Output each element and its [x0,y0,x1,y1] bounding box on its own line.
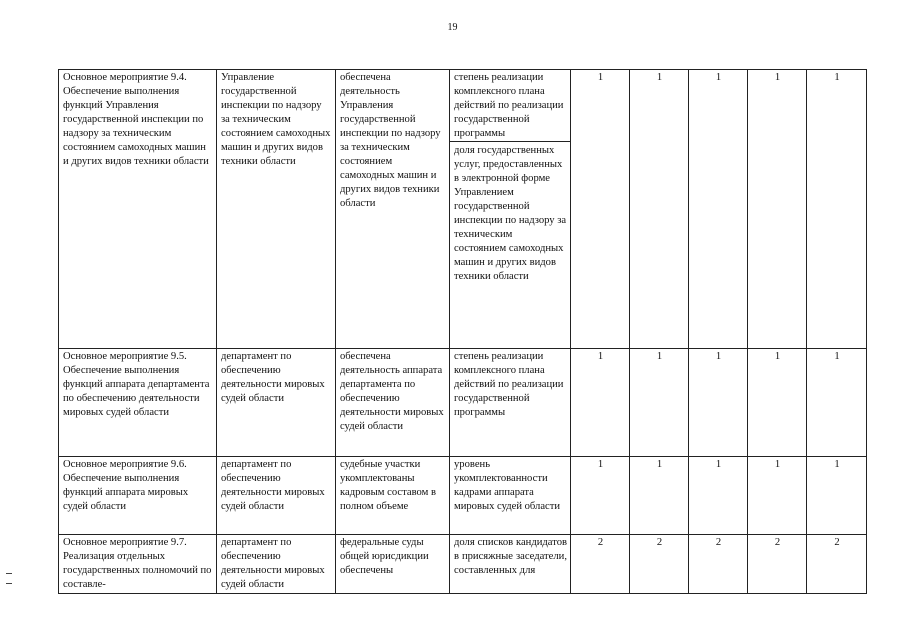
value-cell: 2 [748,535,807,594]
value-cell: 2 [689,535,748,594]
value-cell: 1 [689,349,748,457]
value-cell: 1 [571,457,630,535]
executor-cell: Управление государственной инспекции по надзору за техническим состоянием самоходных машин и других видов техники области [217,70,336,349]
indicator-text: степень реализации комплексного плана действий по реализации государственной программы [454,72,564,139]
indicator-cell: уровень укомплектованности кадрами аппарата мировых судей области [450,457,571,535]
table-row [59,349,867,457]
indicator-cell [450,70,571,349]
value-cell: 1 [630,457,689,535]
executor-cell: департамент по обеспечению деятельности мировых судей области [217,349,336,457]
table-row [59,535,867,594]
value-cell: 1 [689,70,748,349]
executor-cell: департамент по обеспечению деятельности мировых судей области [217,535,336,594]
result-cell: обеспечена деятельность аппарата департамента по обеспечению деятельности мировых судей области [336,349,450,457]
margin-mark [6,583,12,584]
indicator-cell: степень реализации комплексного плана действий по реализации государственной программы [450,349,571,457]
margin-mark [6,573,12,574]
value-cell: 1 [748,70,807,349]
value-cell: 1 [571,70,630,349]
value-cell: 1 [807,349,867,457]
measure-cell: Основное мероприятие 9.5. Обеспечение выполнения функций аппарата департамента по обеспечению деятельности мировых судей области [59,349,217,457]
value-cell: 1 [807,70,867,349]
measure-cell: Основное мероприятие 9.6. Обеспечение выполнения функций аппарата мировых судей области [59,457,217,535]
measure-cell: Основное мероприятие 9.4. Обеспечение выполнения функций Управления государственной инспекции по надзору за техническим состоянием самоходных машин и других видов техники области [59,70,217,349]
value-cell: 1 [630,70,689,349]
measure-cell: Основное мероприятие 9.7. Реализация отдельных государственных полномочий по составле- [59,535,217,594]
value-cell: 2 [571,535,630,594]
value-cell: 1 [689,457,748,535]
value-cell: 1 [807,457,867,535]
value-cell: 1 [748,349,807,457]
indicator-text: доля государственных услуг, предоставленных в электронной форме Управлением государственной инспекции по надзору за техническим состоянием самоходных машин и других видов техники области [450,141,570,284]
result-cell: обеспечена деятельность Управления государственной инспекции по надзору за техническим состоянием самоходных машин и других видов техники области [336,70,450,349]
value-cell: 1 [630,349,689,457]
page-number: 19 [447,22,458,33]
table-row [59,457,867,535]
value-cell: 2 [807,535,867,594]
result-cell: судебные участки укомплектованы кадровым составом в полном объеме [336,457,450,535]
executor-cell: департамент по обеспечению деятельности мировых судей области [217,457,336,535]
table-row [59,70,867,349]
indicator-cell: доля списков кандидатов в присяжные заседатели, составленных для [450,535,571,594]
program-measures-table [58,69,867,594]
value-cell: 1 [571,349,630,457]
value-cell: 2 [630,535,689,594]
result-cell: федеральные суды общей юрисдикции обеспечены [336,535,450,594]
value-cell: 1 [748,457,807,535]
